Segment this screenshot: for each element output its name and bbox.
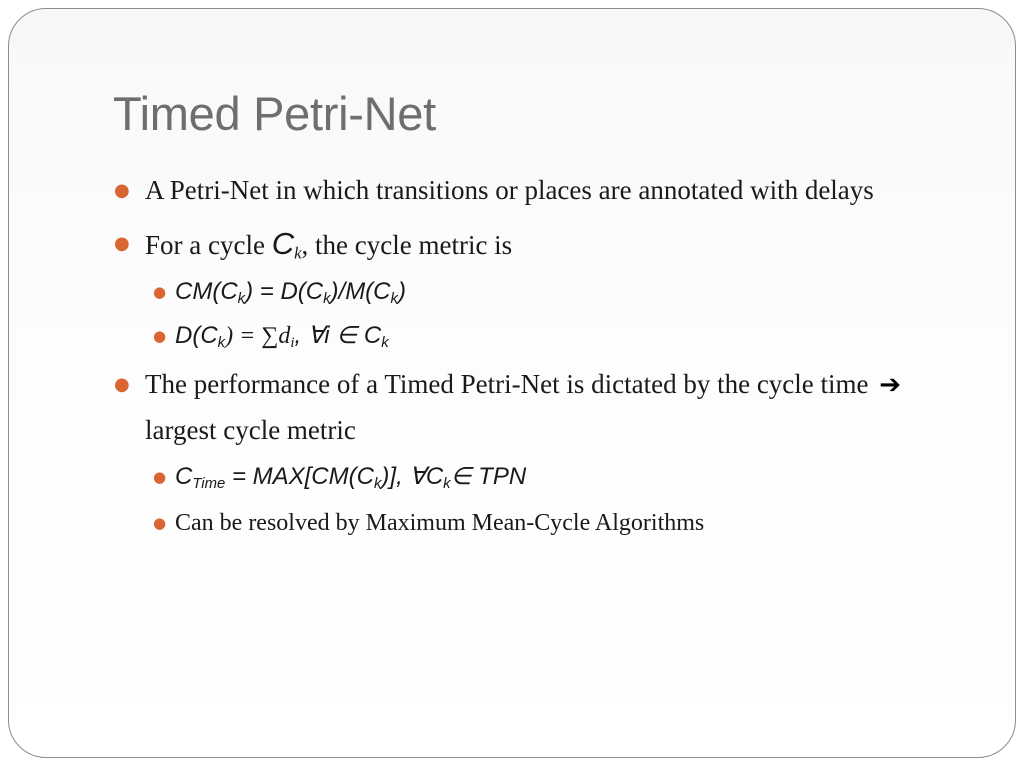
d-formula: $D(C_k) = \sum d_i$, ∀i ∈ $C_k$ (175, 322, 389, 352)
bullet-text: A Petri-Net in which transitions or places are annotated with delays (145, 175, 874, 205)
sub-bullet-d-formula (114, 316, 974, 356)
bullet-dot-icon: ● (114, 374, 130, 395)
sub-bullet-cm-formula (114, 272, 974, 312)
sub-bullet-ctime-formula (114, 457, 974, 497)
sub-bullet-dot-icon: ● (153, 468, 167, 486)
sub-bullet-dot-icon: ● (153, 283, 167, 301)
ctime-formula: $C_{Time} = MAX[CM(C_k)]$, $\forall C_k\in$ TPN (175, 463, 527, 493)
bullet-text-prefix: For a cycle (145, 230, 272, 260)
bullet-text-before-arrow: The performance of a Timed Petri-Net is dictated by the cycle time (145, 369, 869, 399)
slide-title: Timed Petri-Net (113, 87, 436, 140)
bullet-petri-net-definition (114, 168, 974, 213)
sub-bullet-algorithms (114, 503, 974, 543)
bullet-performance (114, 362, 974, 453)
slide-body (114, 168, 974, 543)
cycle-variable: C (271, 226, 295, 261)
sum-symbol: ∑ (261, 323, 279, 349)
cm-formula: $CM(C_k) = D(C_k)/M(C_k)$ (175, 278, 406, 308)
right-arrow-icon: ➔ (879, 370, 902, 400)
sub-bullet-dot-icon: ● (153, 327, 167, 345)
sub-bullet-text: Can be resolved by Maximum Mean-Cycle Algorithms (175, 510, 705, 536)
bullet-dot-icon: ● (114, 233, 130, 254)
bullet-cycle-metric-intro (114, 221, 974, 268)
bullet-dot-icon: ● (114, 180, 130, 201)
bullet-text-after-arrow: largest cycle metric (145, 415, 356, 445)
sub-bullet-dot-icon: ● (153, 514, 167, 532)
cycle-subscript: k (294, 243, 302, 263)
bullet-text-suffix: , the cycle metric is (301, 230, 513, 260)
